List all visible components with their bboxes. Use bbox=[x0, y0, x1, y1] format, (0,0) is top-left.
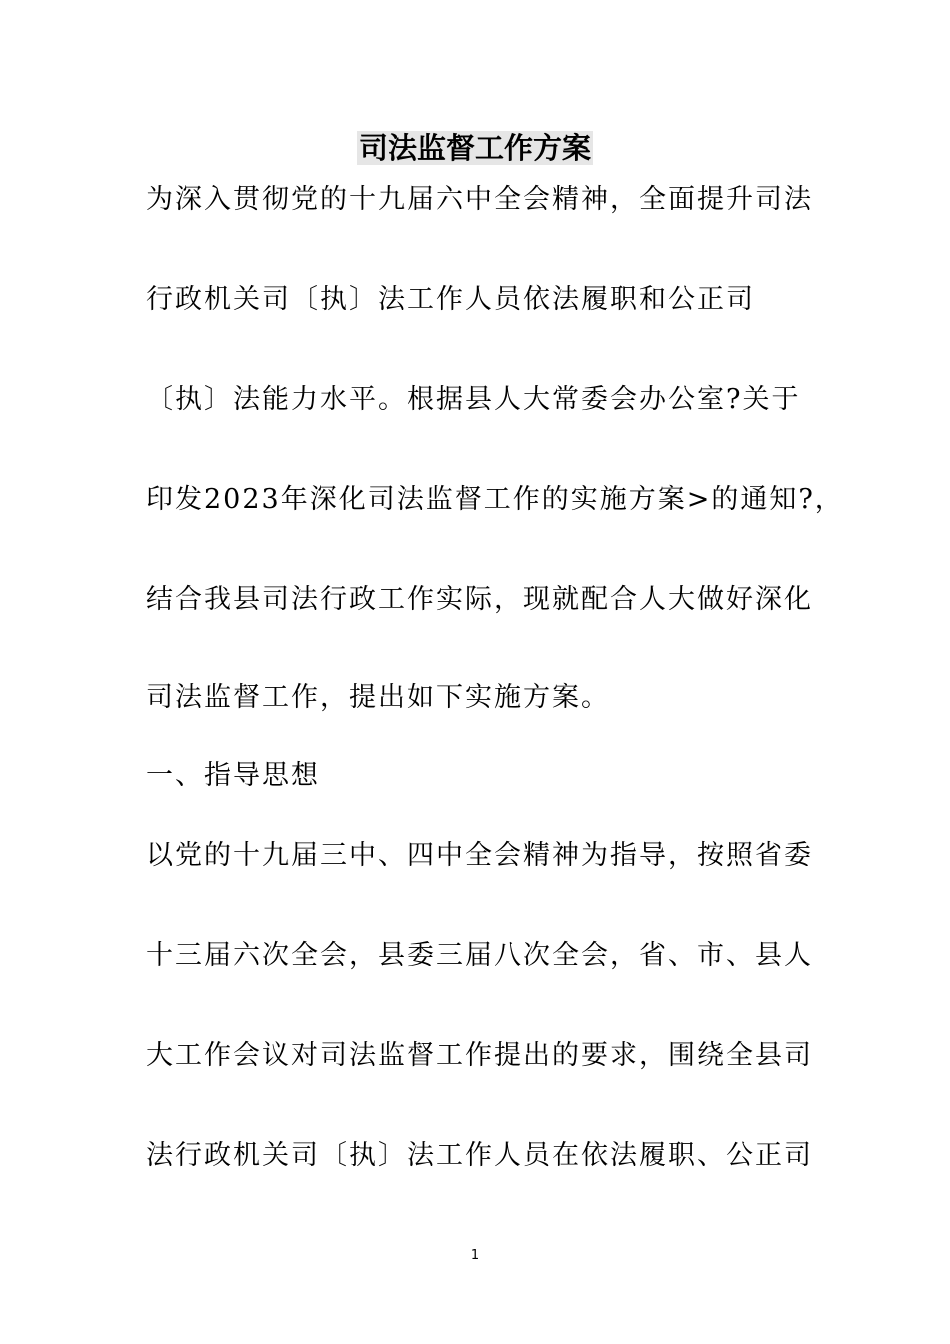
paragraph-line: 为深入贯彻党的十九届六中全会精神，全面提升司法 bbox=[146, 184, 813, 215]
document-title bbox=[0, 128, 950, 168]
section-heading: 一、指导思想 bbox=[146, 760, 320, 791]
paragraph-line: 法行政机关司〔执〕法工作人员在依法履职、公正司 bbox=[146, 1140, 813, 1171]
paragraph-line: 行政机关司〔执〕法工作人员依法履职和公正司 bbox=[146, 284, 755, 315]
paragraph-line: 司法监督工作，提出如下实施方案。 bbox=[146, 682, 610, 713]
paragraph-line: 结合我县司法行政工作实际，现就配合人大做好深化 bbox=[146, 584, 813, 615]
paragraph-line: 以党的十九届三中、四中全会精神为指导，按照省委 bbox=[146, 840, 813, 871]
paragraph-line: 〔执〕法能力水平。根据县人大常委会办公室?关于 bbox=[146, 384, 801, 415]
paragraph-line: 印发2023年深化司法监督工作的实施方案>的通知?， bbox=[146, 484, 844, 515]
paragraph-line: 十三届六次全会，县委三届八次全会，省、市、县人 bbox=[146, 940, 813, 971]
page-number: 1 bbox=[470, 1248, 480, 1263]
document-title-text: 司法监督工作方案 bbox=[358, 131, 591, 165]
paragraph-line: 大工作会议对司法监督工作提出的要求，围绕全县司 bbox=[146, 1040, 813, 1071]
